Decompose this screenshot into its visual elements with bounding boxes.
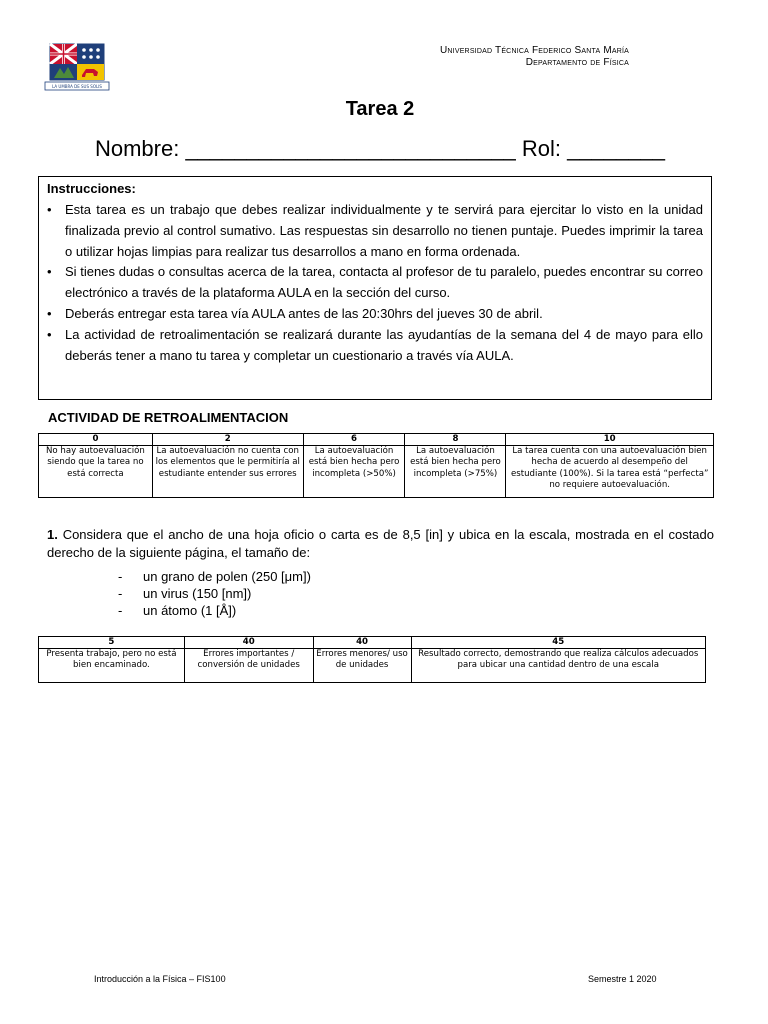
instructions-box	[38, 176, 712, 400]
instruction-text: Si tienes dudas o consultas acerca de la tarea, contacta al profesor de tu paralelo, puedes encontrar su correo electrónico a través de la plataforma AULA en la sección del curso.	[65, 264, 703, 301]
instruction-item	[47, 262, 703, 304]
question-number: 1.	[47, 527, 58, 542]
footer-course: Introducción a la Física – FIS100	[94, 974, 226, 984]
rubric-cell: La tarea cuenta con una autoevaluación bien hecha de acuerdo al desempeño del estudiante (100%). Si la tarea está “perfecta” no requiere autoevaluación.	[506, 446, 714, 498]
bullet-icon: •	[47, 326, 52, 342]
dash-icon: -	[118, 603, 123, 618]
rubric-cell: La autoevaluación está bien hecha pero incompleta (>75%)	[405, 446, 506, 498]
question-item	[118, 568, 311, 585]
bullet-icon: •	[47, 202, 52, 217]
question-item	[118, 602, 311, 619]
rubric-row	[39, 446, 714, 498]
university-seal-shield	[50, 44, 104, 80]
rubric-score: 5	[39, 637, 185, 649]
question-item-text: un grano de polen (250 [μm])	[143, 569, 311, 584]
university-header	[440, 45, 629, 69]
rubric-cell: Presenta trabajo, pero no está bien encaminado.	[39, 649, 185, 683]
rubric-cell: Errores menores/ uso de unidades	[313, 649, 411, 683]
instructions-title: Instrucciones:	[47, 181, 136, 196]
instruction-item	[47, 200, 703, 262]
feedback-rubric-table	[38, 433, 714, 498]
rubric-score: 6	[303, 434, 405, 446]
instruction-text: Esta tarea es un trabajo que debes realizar individualmente y te servirá para ejercitar lo visto en la unidad finalizada previo al control sumativo. Las respuestas sin desarrollo no tienen puntaje. Puedes imprimir la tarea o utilizar hojas limpias para realizar tus desarrollos a mano en forma ordenada.	[65, 202, 703, 259]
rubric-cell: La autoevaluación no cuenta con los elementos que le permitiría al estudiante entender sus errores	[152, 446, 303, 498]
rubric-score: 8	[405, 434, 506, 446]
question-1	[47, 526, 714, 562]
instruction-text: Deberás entregar esta tarea vía AULA antes de las 20:30hrs del jueves 30 de abril.	[65, 305, 543, 321]
rubric-cell: Resultado correcto, demostrando que realiza cálculos adecuados para ubicar una cantidad dentro de una escala	[411, 649, 706, 683]
svg-text:LA UMBRA DE SUS SOLIS: LA UMBRA DE SUS SOLIS	[52, 84, 102, 89]
question-item	[118, 585, 311, 602]
rubric-score: 0	[39, 434, 153, 446]
rubric-score: 10	[506, 434, 714, 446]
document-title: Tarea 2	[345, 98, 415, 120]
university-name: Universidad Técnica Federico Santa María	[440, 45, 629, 56]
question-rubric-table	[38, 636, 706, 683]
name-rol-line: Nombre: ___________________________ Rol: ________	[94, 136, 666, 161]
rubric-cell: La autoevaluación está bien hecha pero incompleta (>50%)	[303, 446, 405, 498]
activity-title: ACTIVIDAD DE RETROALIMENTACION	[48, 410, 289, 425]
question-items	[118, 568, 311, 619]
instruction-text: La actividad de retroalimentación se realizará durante las ayudantías de la semana del 4 de mayo para ello deberás tener a mano tu tarea y completar un cuestionario a través vía AULA.	[65, 326, 703, 363]
rubric-row	[39, 649, 706, 683]
university-logo-icon	[42, 42, 112, 92]
rubric-score: 45	[411, 637, 706, 649]
rubric-score: 2	[152, 434, 303, 446]
question-text: Considera que el ancho de una hoja oficio o carta es de 8,5 [in] y ubica en la escala, mostrada en el costado derecho de la siguiente página, el tamaño de:	[47, 527, 714, 560]
dash-icon: -	[118, 569, 123, 584]
rubric-header-row	[39, 637, 706, 649]
question-item-text: un virus (150 [nm])	[143, 586, 252, 601]
question-item-text: un átomo (1 [Å])	[143, 603, 237, 618]
department-name: Departamento de Física	[525, 57, 629, 68]
rubric-cell: No hay autoevaluación siendo que la tarea no está correcta	[39, 446, 153, 498]
rubric-header-row	[39, 434, 714, 446]
instructions-list	[47, 200, 703, 366]
rubric-cell: Errores importantes / conversión de unidades	[184, 649, 313, 683]
footer-semester: Semestre 1 2020	[588, 974, 657, 984]
bullet-icon: •	[47, 264, 52, 280]
rubric-score: 40	[184, 637, 313, 649]
instruction-item	[47, 325, 703, 367]
bullet-icon: •	[47, 305, 52, 321]
dash-icon: -	[118, 586, 123, 601]
rubric-score: 40	[313, 637, 411, 649]
instruction-item	[47, 304, 703, 325]
